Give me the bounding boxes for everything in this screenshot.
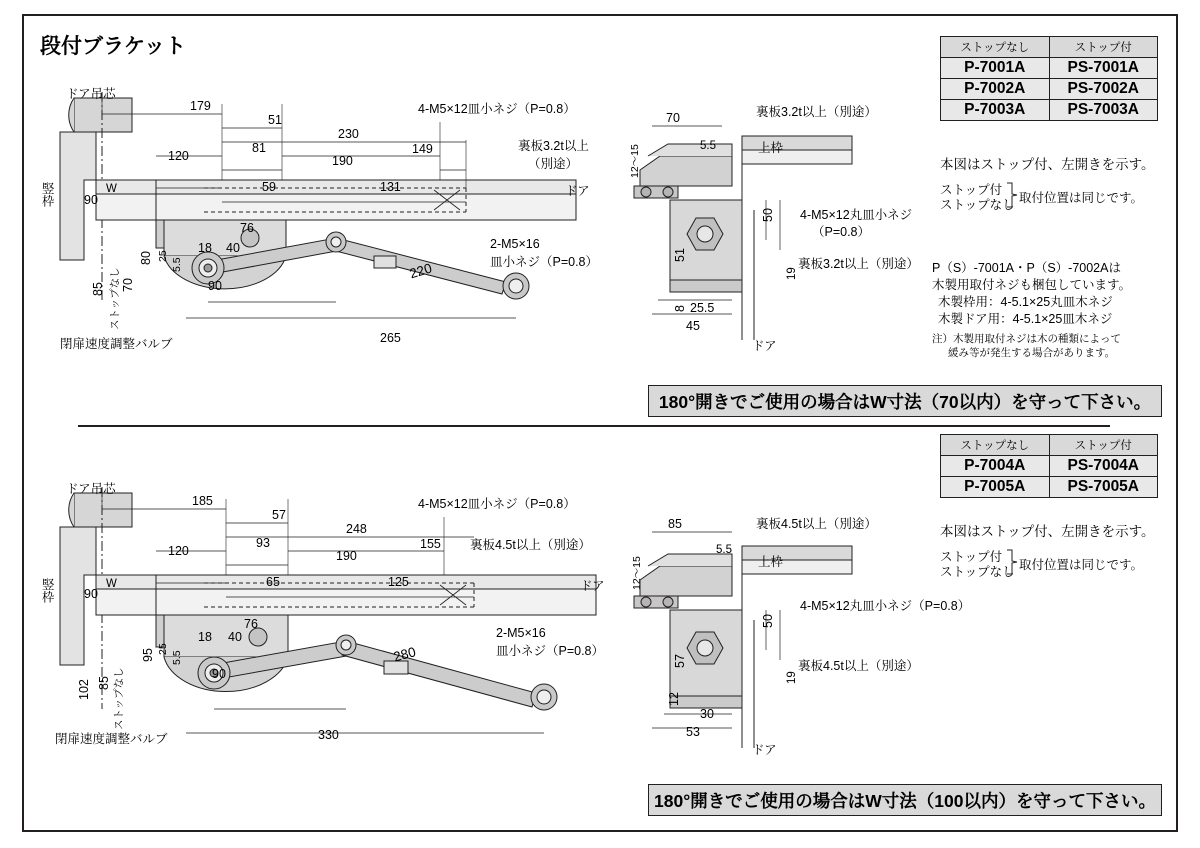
table-header-row — [941, 435, 1158, 456]
brace-icon-1 — [1005, 182, 1019, 208]
dim-5-5: 5.5 — [171, 257, 183, 272]
dim-120b: 120 — [168, 544, 189, 558]
note-left-open-1: 本図はストップ付、左開きを示す。 — [940, 157, 1155, 172]
side-view-drawing-2 — [612, 500, 922, 760]
dim-65: 65 — [266, 575, 280, 589]
callout-screw-side-1a: 4-M5×12丸皿小ネジ — [800, 208, 913, 222]
cell-model: P-7002A — [941, 79, 1050, 100]
callout-screw-2-2b: 皿小ネジ（P=0.8） — [496, 644, 605, 658]
cell-model: P-7003A — [941, 100, 1050, 121]
callout-screw-2-1: 4-M5×12皿小ネジ（P=0.8） — [418, 497, 576, 511]
dim-12-15b: 12〜15 — [631, 556, 643, 590]
cell-model: PS-7003A — [1049, 100, 1158, 121]
callout-backplate-1a: 裏板3.2t以上 — [518, 139, 589, 153]
cell-model: PS-7002A — [1049, 79, 1158, 100]
note-wood-screw-2: 木製用取付ネジも梱包しています。 — [932, 278, 1132, 292]
dim-70-side: 70 — [666, 111, 680, 125]
callout-backplate-2: 裏板4.5t以上（別途） — [470, 538, 591, 552]
dim-125: 125 — [388, 575, 409, 589]
dim-131: 131 — [380, 180, 401, 194]
cell-model: PS-7005A — [1049, 477, 1158, 498]
note-wood-screw-4: 木製ドア用：4-5.1×25皿木ネジ — [938, 312, 1113, 326]
label-valve-1: 閉扉速度調整バルブ — [60, 337, 173, 351]
dim-18: 18 — [198, 241, 212, 255]
dim-90: 90 — [84, 193, 98, 207]
label-w-2: W — [106, 578, 117, 590]
callout-backplate-side-2b: 裏板4.5t以上（別途） — [798, 659, 919, 673]
dim-185: 185 — [192, 494, 213, 508]
table-row — [941, 477, 1158, 498]
dim-76: 76 — [240, 221, 254, 235]
dim-85-side: 85 — [668, 517, 682, 531]
table-header-row — [941, 37, 1158, 58]
dim-280: 280 — [391, 644, 418, 665]
dim-45-side: 45 — [686, 319, 700, 333]
label-top-frame-2: 上枠 — [758, 555, 784, 569]
page-title: 段付ブラケット — [40, 35, 186, 58]
table-row — [941, 456, 1158, 477]
dim-19-side-b: 19 — [786, 671, 798, 684]
note-stop-1: ストップ付 — [940, 183, 1003, 197]
label-jamb-2: 竪枠 — [40, 578, 55, 603]
dim-12-side: 12 — [667, 692, 681, 706]
dim-85b: 85 — [97, 676, 111, 690]
dim-5-5-side-b: 5.5 — [716, 544, 732, 556]
col-header-stop: ストップ付 — [1049, 435, 1158, 456]
callout-backplate-side-2a: 裏板4.5t以上（別途） — [756, 517, 877, 531]
label-jamb-1: 竪枠 — [40, 182, 55, 207]
col-header-stop: ストップ付 — [1049, 37, 1158, 58]
dim-19-side: 19 — [786, 267, 798, 280]
col-header-no-stop: ストップなし — [941, 37, 1050, 58]
note-same-position-2: 取付位置は同じです。 — [1019, 558, 1144, 572]
cell-model: P-7005A — [941, 477, 1050, 498]
dim-18b: 18 — [198, 630, 212, 644]
callout-backplate-side-1: 裏板3.2t以上（別途） — [756, 105, 877, 119]
dim-53-side: 53 — [686, 725, 700, 739]
side-view-drawing-1 — [612, 100, 922, 360]
label-stopper-2: ストップなし — [113, 667, 125, 730]
dim-12-15: 12〜15 — [629, 144, 641, 178]
dim-40b: 40 — [228, 630, 242, 644]
note-wood-screw-3: 木製枠用：4-5.1×25丸皿木ネジ — [938, 295, 1113, 309]
dim-25-5-side: 25.5 — [690, 301, 715, 315]
dim-57-side: 57 — [673, 654, 687, 668]
dim-90c: 90 — [84, 587, 98, 601]
label-top-frame-1: 上枠 — [758, 141, 784, 155]
dim-248: 248 — [346, 522, 367, 536]
dim-5-5-side: 5.5 — [700, 140, 716, 152]
note-stop-2: ストップ付 — [940, 550, 1003, 564]
callout-backplate-side-1c: 裏板3.2t以上（別途） — [798, 257, 919, 271]
dim-265: 265 — [380, 331, 401, 345]
callout-screw-side-1b: （P=0.8） — [812, 225, 871, 239]
note-wood-screw-1: P（S）-7001A・P（S）-7002Aは — [932, 261, 1121, 275]
label-w-1: W — [106, 183, 117, 195]
model-table-1 — [940, 36, 1158, 121]
dim-25: 25 — [157, 250, 169, 262]
cell-model: PS-7001A — [1049, 58, 1158, 79]
label-door-center-1: ドア吊芯 — [66, 87, 116, 101]
label-door-2: ドア — [580, 579, 605, 593]
label-door-side-2: ドア — [752, 743, 777, 757]
dim-8-side: 8 — [673, 305, 687, 312]
note-nostop-2: ストップなし — [940, 565, 1015, 579]
dim-30-side: 30 — [700, 707, 714, 721]
dim-95: 95 — [141, 648, 155, 662]
callout-screw-2b: 皿小ネジ（P=0.8） — [490, 255, 599, 269]
callout-screw-2-2a: 2-M5×16 — [496, 626, 546, 640]
callout-screw-2a: 2-M5×16 — [490, 237, 540, 251]
note-left-open-2: 本図はストップ付、左開きを示す。 — [940, 524, 1155, 539]
note-same-position-1: 取付位置は同じです。 — [1019, 191, 1144, 205]
dim-51-side: 51 — [673, 248, 687, 262]
warning-banner-2: 180°開きでご使用の場合はW寸法（100以内）を守って下さい。 — [648, 784, 1162, 816]
note-nostop-1: ストップなし — [940, 198, 1015, 212]
table-row — [941, 58, 1158, 79]
dim-59: 59 — [262, 180, 276, 194]
callout-backplate-1b: （別途） — [528, 157, 579, 171]
brace-icon-2 — [1005, 549, 1019, 575]
table-row — [941, 100, 1158, 121]
dim-330: 330 — [318, 728, 339, 742]
dim-230: 230 — [338, 127, 359, 141]
table-row — [941, 79, 1158, 100]
dim-220: 220 — [407, 260, 434, 282]
callout-screw-1: 4-M5×12皿小ネジ（P=0.8） — [418, 102, 576, 116]
note-caution-2: 緩み等が発生する場合があります。 — [948, 347, 1116, 359]
dim-40: 40 — [226, 241, 240, 255]
dim-57: 57 — [272, 508, 286, 522]
dim-120: 120 — [168, 149, 189, 163]
dim-76b: 76 — [244, 617, 258, 631]
dim-25b: 25 — [157, 643, 169, 655]
dim-81: 81 — [252, 141, 266, 155]
dim-80: 80 — [139, 251, 153, 265]
dim-190b: 190 — [336, 549, 357, 563]
dim-155: 155 — [420, 537, 441, 551]
model-table-2 — [940, 434, 1158, 498]
label-door-1: ドア — [565, 184, 590, 198]
label-door-center-2: ドア吊芯 — [66, 482, 116, 496]
col-header-no-stop: ストップなし — [941, 435, 1050, 456]
dim-90b: 90 — [208, 279, 222, 293]
note-caution-1: 注）木製用取付ネジは木の種類によって — [932, 333, 1121, 345]
dim-85: 85 — [91, 282, 105, 296]
cell-model: PS-7004A — [1049, 456, 1158, 477]
dim-50-side: 50 — [761, 208, 775, 222]
label-door-side-1: ドア — [752, 339, 777, 353]
dim-190: 190 — [332, 154, 353, 168]
dim-149: 149 — [412, 142, 433, 156]
section-divider — [78, 425, 1110, 427]
dim-70: 70 — [121, 278, 135, 292]
dim-90d: 90 — [212, 667, 226, 681]
dim-51: 51 — [268, 113, 282, 127]
warning-banner-1: 180°開きでご使用の場合はW寸法（70以内）を守って下さい。 — [648, 385, 1162, 417]
cell-model: P-7004A — [941, 456, 1050, 477]
dim-5-5b: 5.5 — [171, 650, 183, 665]
label-valve-2: 閉扉速度調整バルブ — [55, 732, 168, 746]
label-stopper-1: ストップなし — [109, 267, 121, 330]
callout-screw-side-2: 4-M5×12丸皿小ネジ（P=0.8） — [800, 599, 971, 613]
dim-179: 179 — [190, 99, 211, 113]
dim-93: 93 — [256, 536, 270, 550]
dim-102: 102 — [77, 679, 91, 700]
dim-50-side-b: 50 — [761, 614, 775, 628]
cell-model: P-7001A — [941, 58, 1050, 79]
